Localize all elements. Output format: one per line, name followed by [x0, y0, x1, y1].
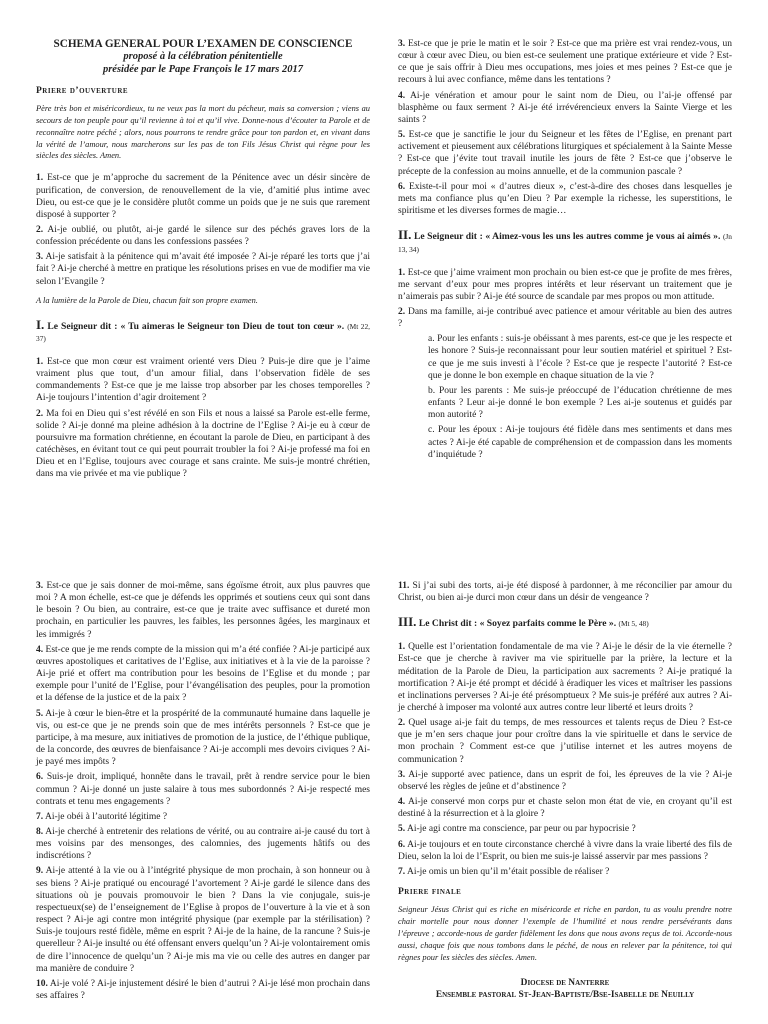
- section-2-question-5: 5. Ai-je à cœur le bien-être et la prospérité de la communauté humaine dans laquelle je vis, ou est-ce que je ne prends soin que de mes intérêts personnels ? Est-ce que je participe, à ma mesure, aux initiatives de promotion de la justice, de l’éthique publique, de la concorde, des œuvres de bienfaisance ? Ai-je accompli mes devoirs civiques ? Ai-je payé mes impôts ?: [36, 708, 370, 768]
- section-1-question-5: 5. Est-ce que je sanctifie le jour du Seigneur et les fêtes de l’Eglise, en prenant part activement et pieusement aux célébrations liturgiques et spécialement à la Sainte Messe ? Est-ce que j’évite tout travail inutile les jours de fête ? Est-ce que j’observe le précepte de la confession au moins annuelle, et de la communion pascale ?: [398, 130, 732, 177]
- section-3-question-4: 4. Ai-je conservé mon corps pur et chaste selon mon état de vie, en croyant qu’il est destiné à la résurrection et à la gloire ?: [398, 797, 732, 820]
- section-2-question-2c: c. Pour les époux : Ai-je toujours été fidèle dans mes sentiments et dans mes actes ? Ai-je été capable de compréhension et de compassion dans les moments d’inquiétude ?: [428, 425, 732, 460]
- section-1-question-2: 2. Ma foi en Dieu qui s’est révélé en son Fils et nous a laissé sa Parole est-elle ferme, solide ? Ai-je donné ma pleine adhésion à la doctrine de l’Eglise ? Ai-je eu à cœur de poursuivre ma formation chrétienne, en écoutant la parole de Dieu, en participant à des catéchèses, en évitant tout ce qui peut pourrait troubler la foi ? Ai-je professé ma foi en Dieu et en l’Eglise, toujours avec courage et sans crainte. Me suis-je montré chrétien, dans ma vie privée et ma vie publique ?: [36, 408, 371, 480]
- section-3-heading: III. Le Christ dit : « Soyez parfaits comme le Père ». (Mt 5, 48): [398, 614, 649, 630]
- document-subtitle-2: présidée par le Pape François le 17 mars 2017: [102, 64, 304, 76]
- section-2-question-4: 4. Est-ce que je me rends compte de la mission qui m’a été confiée ? Ai-je participé aux œuvres apostoliques et caritatives de l’Eglise, aux initiatives et à la vie de la paroisse ? Ai-je prié et offert ma contribution pour les besoins de l’Eglise et du monde ; par exemple pour l’unité de l’Eglise, pour l’évangélisation des peuples, pour la promotion et la défense de la justice et de la paix ?: [36, 644, 371, 704]
- closing-prayer-heading: Priere finale: [398, 887, 462, 898]
- column-bottom-right: [398, 580, 732, 1001]
- section-3-question-1: 1. Quelle est l’orientation fondamentale de ma vie ? Ai-je le désir de la vie éternelle ? Est-ce que je cherche à raviver ma vie spirituelle par la prière, la lecture et la méditation de la Parole de Dieu, la participation aux sacrements ? Ai-je pratiqué la mortification ? Ai-je été prompt et décidé à éradiquer les vices et maîtriser les passions et inclinations perverses ? Ai-je été présomptueux ? Me suis-je préféré aux autres ? Ai-je cherché à imposer ma volonté aux autres contre leur liberté et leurs droits ?: [398, 642, 733, 713]
- section-2-question-1: 1. Est-ce que j’aime vraiment mon prochain ou bien est-ce que je profite de mes frères, me servant d’eux pour mes propres intérêts et leur réservant un traitement que je n’aimerais pas subir ? Ai-je été source de scandale par mes propos ou mon attitude.: [398, 267, 732, 302]
- opening-prayer-text: Père très bon et miséricordieux, tu ne veux pas la mort du pécheur, mais sa conversion ; viens au secours de ton peuple pour qu’il revienne à toi et qu’il vive. Donne-nous d’écouter ta Parole et de reconnaître notre péché ; alors, nous pourrons te rendre grâce pour ton pardon et, en vivant dans la vérité de l’amour, nous marcherons sur les pas de ton Fils Jésus Christ qui règne pour les siècles des siècles. Amen.: [36, 103, 370, 161]
- document-title: SCHEMA GENERAL POUR L’EXAMEN DE CONSCIENCE: [53, 38, 353, 50]
- intro-note: A la lumière de la Parole de Dieu, chacun fait son propre examen.: [36, 295, 258, 305]
- section-2-question-2: 2. Dans ma famille, ai-je contribué avec patience et amour véritable au bien des autres ?: [398, 307, 733, 330]
- section-2-question-8: 8. Ai-je cherché à entretenir des relations de vérité, ou au contraire ai-je causé du tort à mes voisins par des mensonges, des calomnies, des jugements hâtifs ou des indiscrétions ?: [36, 826, 370, 862]
- section-2-question-2a: a. Pour les enfants : suis-je obéissant à mes parents, est-ce que je les respecte et les honore ? Suis-je reconnaissant pour leur soutien matériel et spirituel ? Est-ce que je me suis investi à l’école ? Est-ce que je respecte l’autorité ? Est-ce que je donne le bon exemple en chaque situation de la vie ?: [428, 334, 732, 381]
- intro-question-1: 1. Est-ce que je m’approche du sacrement de la Pénitence avec un désir sincère de purification, de conversion, de renouvellement de la vie, d’amitié plus intime avec Dieu, ou est-ce que je le considère plutôt comme un poids que je ne suis que rarement disposé à supporter ?: [36, 173, 371, 220]
- section-2-question-7: 7. Ai-je obéi à l’autorité légitime ?: [36, 811, 168, 822]
- section-2-question-2b: b. Pour les parents : Me suis-je préoccupé de l’éducation chrétienne de mes enfants ? Leur ai-je donné le bon exemple ? Les ai-je soutenus et guidés par mon autorité ?: [428, 385, 732, 421]
- signature-block: [398, 978, 732, 1002]
- section-2-question-6: 6. Suis-je droit, impliqué, honnête dans le travail, prêt à rendre service pour le bien commun ? Ai-je donné un juste salaire à tous mes subordonnés ? Ai-je respecté mes contrats et tenu mes engagements ?: [36, 772, 371, 807]
- section-3-question-5: 5. Ai-je agi contre ma conscience, par peur ou par hypocrisie ?: [398, 824, 636, 835]
- intro-question-3: 3. Ai-je satisfait à la pénitence qui m’avait été imposée ? Ai-je réparé les torts que j’ai fait ? Ai-je cherché à mettre en pratique les résolutions prises en vue de modifier ma vie selon l’Evangile ?: [36, 252, 370, 287]
- section-2-question-9: 9. Ai-je attenté à la vie ou à l’intégrité physique de mon prochain, à son honneur ou à ses biens ? Ai-je pratiqué ou encouragé l’avortement ? Ai-je gardé le silence dans des situations où je pouvais promouvoir le bien ? Dans la vie conjugale, suis-je respectueux(se) de l’enseignement de l’Eglise à propos de l’ouverture à la vie et à son respect ? Ai-je agi contre mon intégrité physique (par exemple par la stérilisation) ? Suis-je toujours resté fidèle, même en esprit ? Ai-je de la haine, de la rancune ? Suis-je querelleur ? Ai-je insulté ou été offensant envers quelqu’un ? Ai-je volontairement omis de dire l’innocence de quelqu’un ? Ai-je mis ma vie ou celle des autres en danger par ma manière de conduire ?: [36, 866, 370, 974]
- column-bottom-left: [36, 580, 370, 1005]
- signature-pastoral-group: Ensemble pastoral St-Jean-Baptiste/Bse-Isabelle de Neuilly: [435, 989, 695, 1000]
- section-2-question-11: 11. Si j’ai subi des torts, ai-je été disposé à pardonner, à me réconcilier par amour du Christ, ou bien ai-je durci mon cœur dans un désir de vengeance ?: [398, 581, 733, 604]
- section-2-heading: II. Le Seigneur dit : « Aimez-vous les uns les autres comme je vous ai aimés ». (Jn 13, 34): [398, 227, 733, 255]
- column-top-left: [36, 38, 370, 483]
- document-subtitle-1: proposé à la célébration pénitentielle: [123, 51, 283, 63]
- section-2-question-10: 10. Ai-je volé ? Ai-je injustement désiré le bien d’autrui ? Ai-je lésé mon prochain dans ses affaires ?: [36, 978, 370, 1001]
- section-1-question-6: 6. Existe-t-il pour moi « d’autres dieux », c’est-à-dire des choses dans lesquelles je mets ma confiance plus qu’en Dieu ? Par exemple la richesse, les superstitions, le spiritisme et les diverses formes de magie…: [398, 181, 732, 217]
- section-1-heading: I. Le Seigneur dit : « Tu aimeras le Seigneur ton Dieu de tout ton cœur ». (Mt 22, 37): [36, 316, 370, 344]
- opening-prayer-heading: Priere d’ouverture: [36, 85, 129, 96]
- section-3-question-3: 3. Ai-je supporté avec patience, dans un esprit de foi, les épreuves de la vie ? Ai-je observé les règles de jeûne et d’abstinence ?: [398, 769, 732, 792]
- section-1-question-4: 4. Ai-je vénération et amour pour le saint nom de Dieu, ou l’ai-je offensé par blasphème ou faux serment ? Ai-je été irrévérencieux envers la Sainte Vierge et les saints ?: [398, 90, 732, 125]
- section-1-question-1: 1. Est-ce que mon cœur est vraiment orienté vers Dieu ? Puis-je dire que je l’aime vraiment plus que tout, d’un amour filial, dans l’observation fidèle de ses commandements ? Est-ce que je me laisse trop absorber par les choses temporelles ? Ai-je toujours l’intention d’agir droitement ?: [36, 356, 370, 404]
- section-3-question-7: 7. Ai-je omis un bien qu’il m’était possible de réaliser ?: [398, 866, 610, 877]
- intro-question-2: 2. Ai-je oublié, ou plutôt, ai-je gardé le silence sur des péchés graves lors de la confession précédente ou dans les confessions passées ?: [36, 225, 370, 248]
- signature-diocese: Diocese de Nanterre: [520, 977, 610, 988]
- section-2-question-3: 3. Est-ce que je sais donner de moi-même, sans égoïsme étroit, aux plus pauvres que moi ? A mon échelle, est-ce que je défends les opprimés et soutiens ceux qui sont dans le besoin ? Ou bien, au contraire, est-ce que je traite avec suffisance et dureté mon prochain, en particulier les pauvres, les faibles, les personnes âgées, les marginaux et les immigrés ?: [36, 581, 371, 640]
- closing-prayer-text: Seigneur Jésus Christ qui es riche en miséricorde et riche en pardon, tu as voulu prendre notre chair mortelle pour nous donner l’exemple de l’humilité et nous rendre persévérants dans l’épreuve ; accorde-nous de garder fidèlement les dons que nous avons reçus de toi. Accorde-nous aussi, chaque fois que nous tombons dans le péché, de nous en relever par la pénitence, toi qui règnes pour les siècles des siècles. Amen.: [398, 905, 732, 962]
- section-3-question-6: 6. Ai-je toujours et en toute circonstance cherché à vivre dans la vraie liberté des fils de Dieu, selon la loi de l’Esprit, ou bien me suis-je laissé asservir par mes passions ?: [398, 839, 732, 862]
- section-1-question-3: 3. Est-ce que je prie le matin et le soir ? Est-ce que ma prière est vrai rendez-vous, un cœur à cœur avec Dieu, ou bien est-ce seulement une pratique extérieure et vide ? Est-ce que je sais offrir à Dieu mes occupations, mes joies et mes peines ? Est-ce que je recours à lui avec confiance, même dans les tentations ?: [398, 39, 732, 86]
- column-top-right: [398, 38, 732, 464]
- section-3-question-2: 2. Quel usage ai-je fait du temps, de mes ressources et talents reçus de Dieu ? Est-ce que je m’en sers chaque jour pour croître dans la vie spirituelle et dans le service de mon prochain ? Comment est-ce que j’utilise internet et les autres moyens de communication ?: [398, 718, 732, 765]
